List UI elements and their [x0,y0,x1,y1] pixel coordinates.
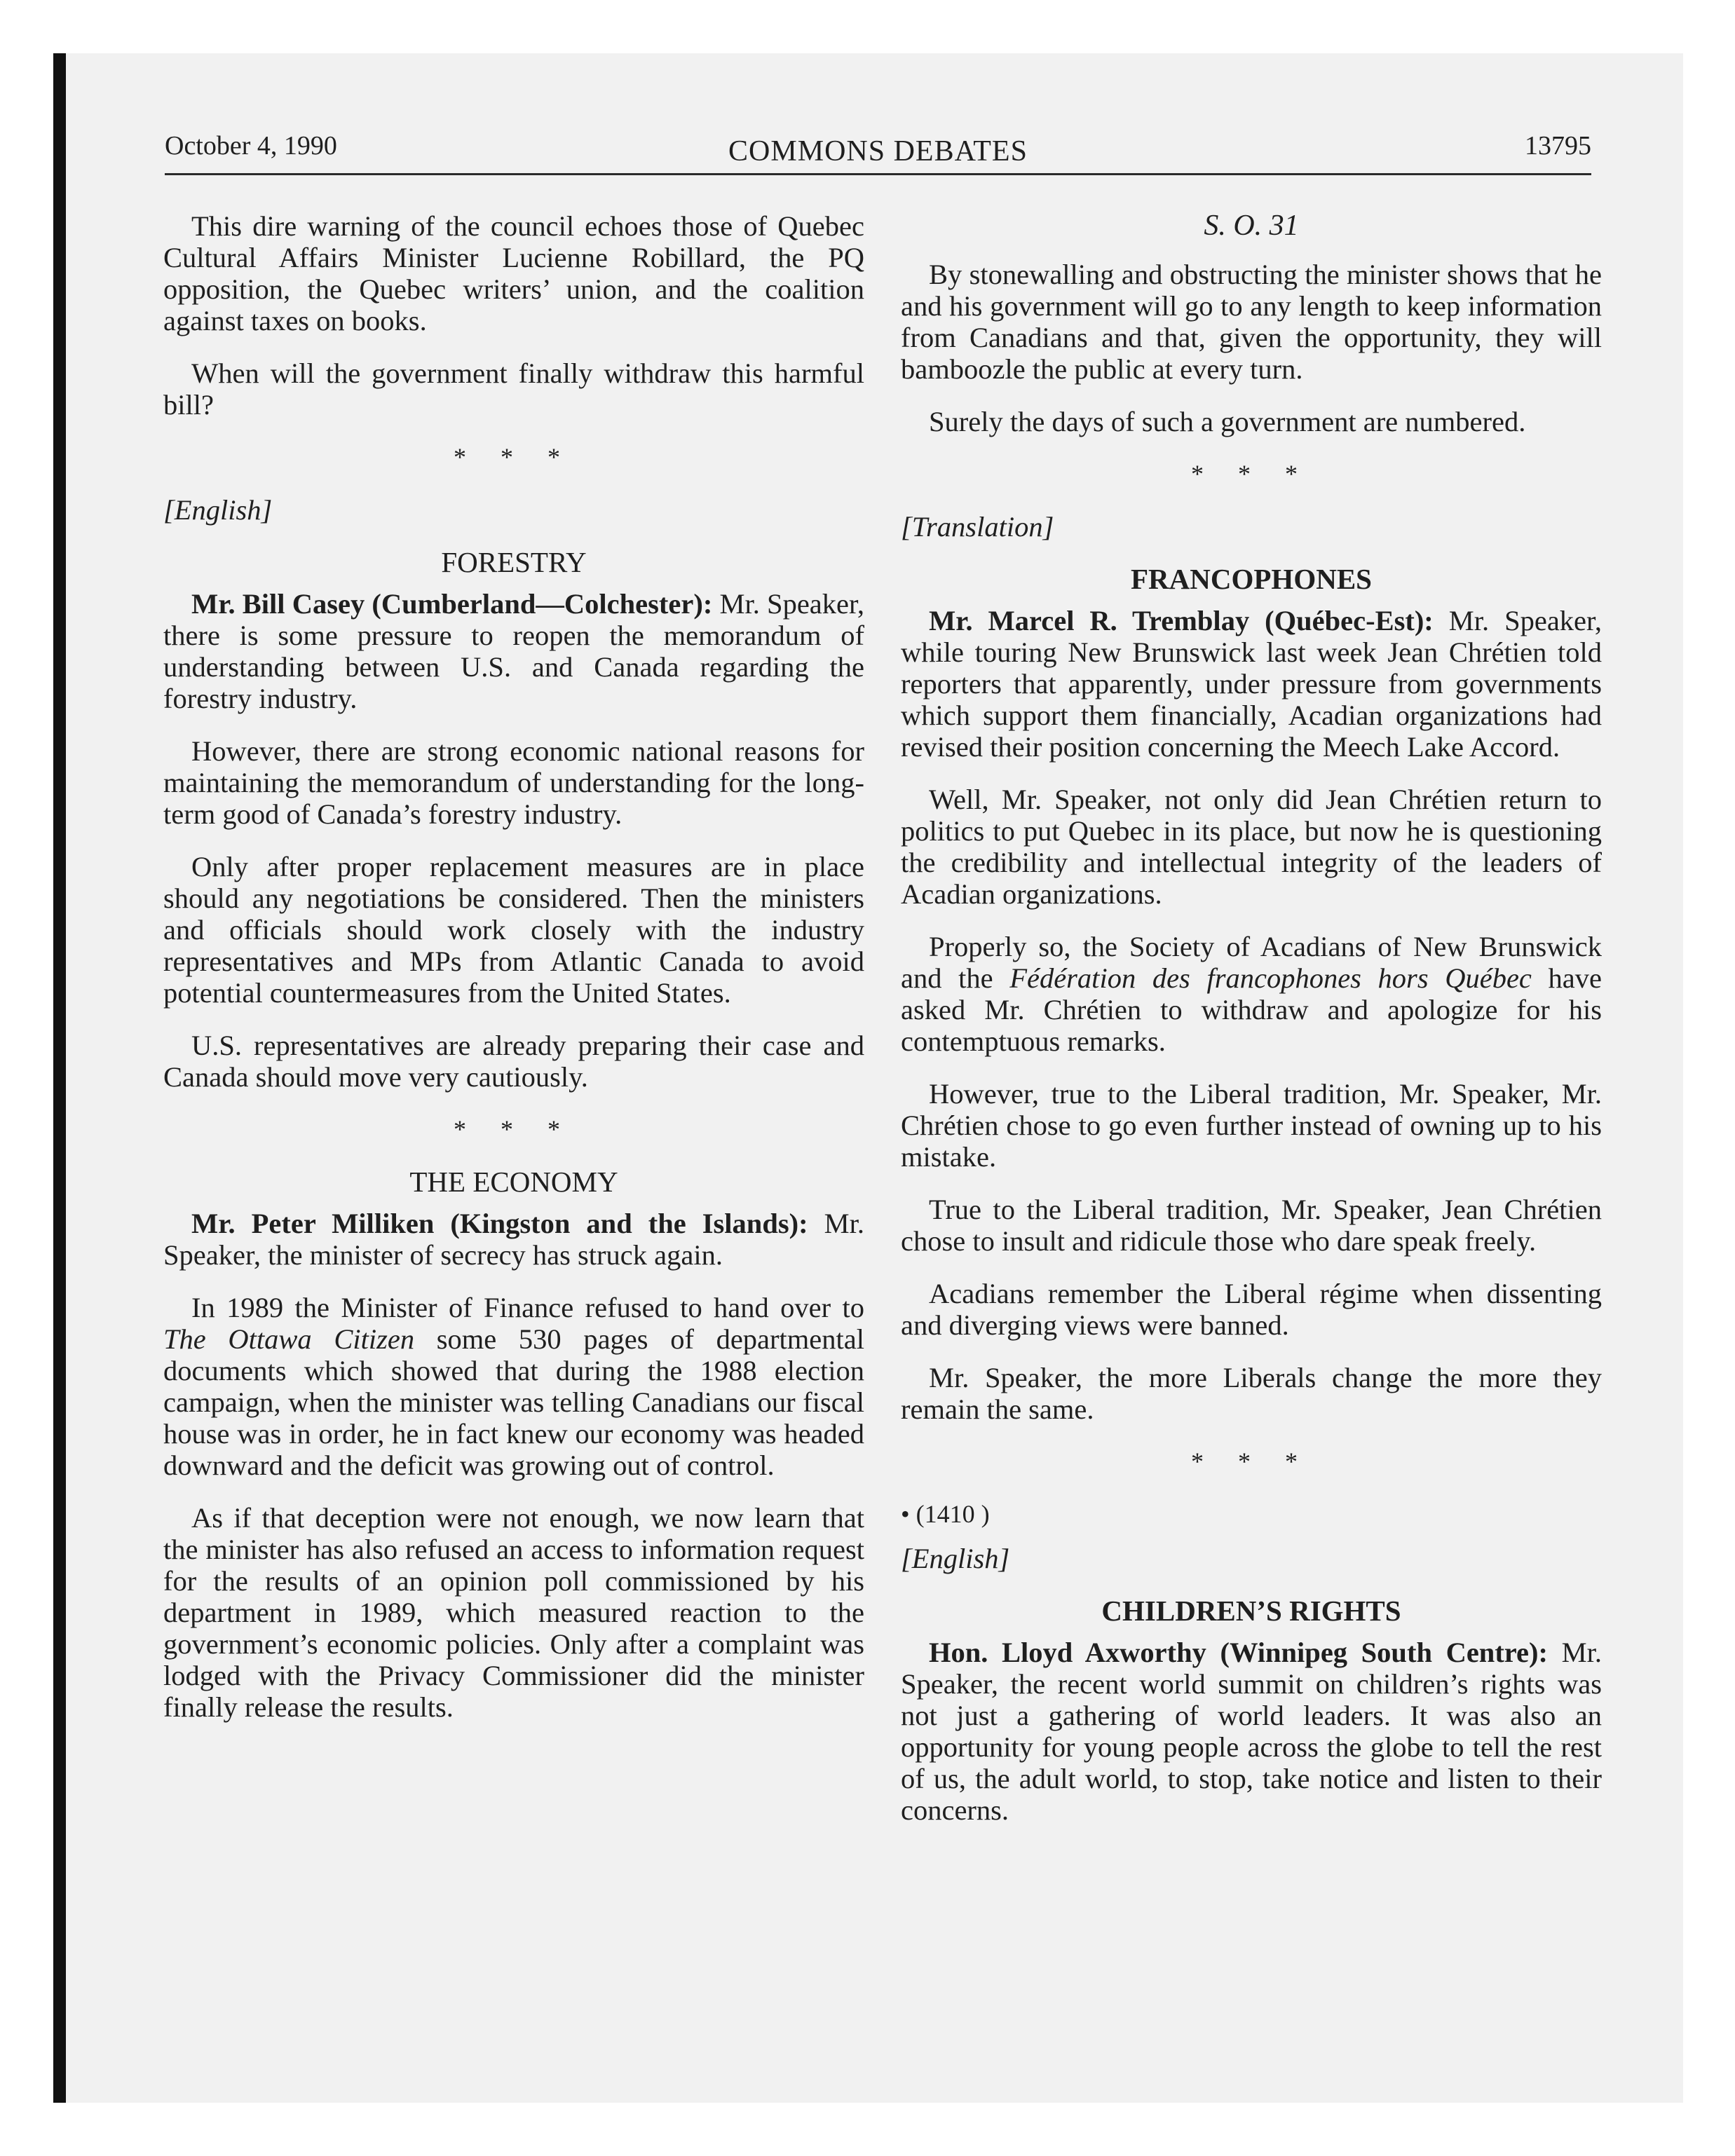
section-separator: * * * [1191,1447,1312,1475]
paragraph: Acadians remember the Liberal régime when dissenting and diverging views were banned. [901,1278,1602,1341]
speech-text: Mr. Speaker, the minister of secrecy has struck again. [163,1208,865,1271]
speech-paragraph [163,1208,864,1271]
text-run: some 530 pages of departmental documents which showed that during the 1988 election campaign, when the minister was telling Canadians our fiscal house was in order, he in fact knew our economy was headed downward and the deficit was growing out of control. [163,1323,864,1481]
organization-name: Fédération des francophones hors Québec [1009,962,1532,994]
language-note: [English] [901,1543,1010,1574]
paragraph: Well, Mr. Speaker, not only did Jean Chrétien return to politics to put Quebec in its place, but now he is questioning the credibility and intellectual integrity of the leaders of Acadian organizations. [901,784,1602,910]
text-run: In 1989 the Minister of Finance refused to hand over to [191,1292,864,1323]
speaker-name: Mr. Bill Casey (Cumberland—Colchester): [191,588,713,620]
paragraph: This dire warning of the council echoes those of Quebec Cultural Affairs Minister Lucienne Robillard, the PQ opposition, the Quebec writers’ union, and the coalition against taxes on books. [163,210,864,336]
right-column [901,210,1602,1847]
text-run: have asked Mr. Chrétien to withdraw and apologize for his contemptuous remarks. [901,962,1602,1057]
speech-paragraph [901,1637,1602,1826]
left-column [163,210,864,1744]
paragraph: By stonewalling and obstructing the minister shows that he and his government will go to any length to keep information from Canadians and that, given the opportunity, they will bamboozle the public at every turn. [901,259,1602,385]
header-date: October 4, 1990 [165,131,337,161]
section-separator: * * * [1191,460,1312,488]
section-heading: FORESTRY [441,546,587,578]
section-heading: CHILDREN’S RIGHTS [1101,1595,1401,1627]
speech-text: Mr. Speaker, there is some pressure to reopen the memorandum of understanding between U.S. and Canada regarding the forestry industry. [163,588,864,714]
header-rule [165,173,1591,175]
paragraph: Mr. Speaker, the more Liberals change the more they remain the same. [901,1362,1602,1425]
speaker-name: Hon. Lloyd Axworthy (Winnipeg South Centre): [929,1637,1549,1668]
paragraph: True to the Liberal tradition, Mr. Speaker, Jean Chrétien chose to insult and ridicule those who dare speak freely. [901,1194,1602,1257]
language-note: [English] [163,494,273,526]
speech-paragraph [163,588,864,714]
paragraph: Surely the days of such a government are numbered. [929,406,1526,437]
speech-paragraph [901,605,1602,763]
section-separator: * * * [454,443,574,471]
section-heading: THE ECONOMY [409,1166,618,1198]
section-heading: FRANCOPHONES [1131,563,1372,595]
paragraph: When will the government finally withdraw this harmful bill? [163,357,864,421]
speaker-name: Mr. Marcel R. Tremblay (Québec-Est): [929,605,1434,636]
paragraph [901,931,1602,1057]
paragraph: However, there are strong economic national reasons for maintaining the memorandum of understanding for the long-term good of Canada’s forestry industry. [163,735,864,830]
speech-text: Mr. Speaker, the recent world summit on children’s rights was not just a gathering of world leaders. It was also an opportunity for young people across the globe to tell the rest of us, the adult world, to stop, take notice and listen to their concerns. [901,1637,1603,1826]
paragraph [163,1292,864,1481]
language-note: [Translation] [901,511,1054,543]
page-header [165,130,1591,171]
scan-border [53,53,66,2103]
speech-text: Mr. Speaker, while touring New Brunswick last week Jean Chrétien told reporters that apparently, under pressure from governments which support them financially, Acadian organizations had revised their position concerning the Meech Lake Accord. [901,605,1603,763]
paragraph: As if that deception were not enough, we now learn that the minister has also refused an access to information request for the results of an opinion poll commissioned by his department in 1989, which measured reaction to the government’s economic policies. Only after a complaint was lodged with the Privacy Commissioner did the minister finally release the results. [163,1502,864,1723]
text-run: Properly so, the Society of Acadians of New Brunswick and the [901,931,1602,994]
standing-order-label: S. O. 31 [1204,210,1299,242]
time-marker: • (1410 ) [901,1500,990,1528]
header-page-number: 13795 [1525,131,1591,161]
section-separator: * * * [454,1115,574,1143]
header-title: COMMONS DEBATES [728,135,1028,168]
newspaper-title: The Ottawa Citizen [163,1323,415,1355]
paragraph: However, true to the Liberal tradition, Mr. Speaker, Mr. Chrétien chose to go even further instead of owning up to his mistake. [901,1078,1602,1173]
speaker-name: Mr. Peter Milliken (Kingston and the Islands): [191,1208,808,1239]
paragraph: Only after proper replacement measures are in place should any negotiations be considered. Then the ministers and officials should work closely with the industry representatives and MPs from Atlantic Canada to avoid potential countermeasures from the United States. [163,851,864,1009]
paragraph: U.S. representatives are already preparing their case and Canada should move very cautiously. [163,1030,864,1093]
